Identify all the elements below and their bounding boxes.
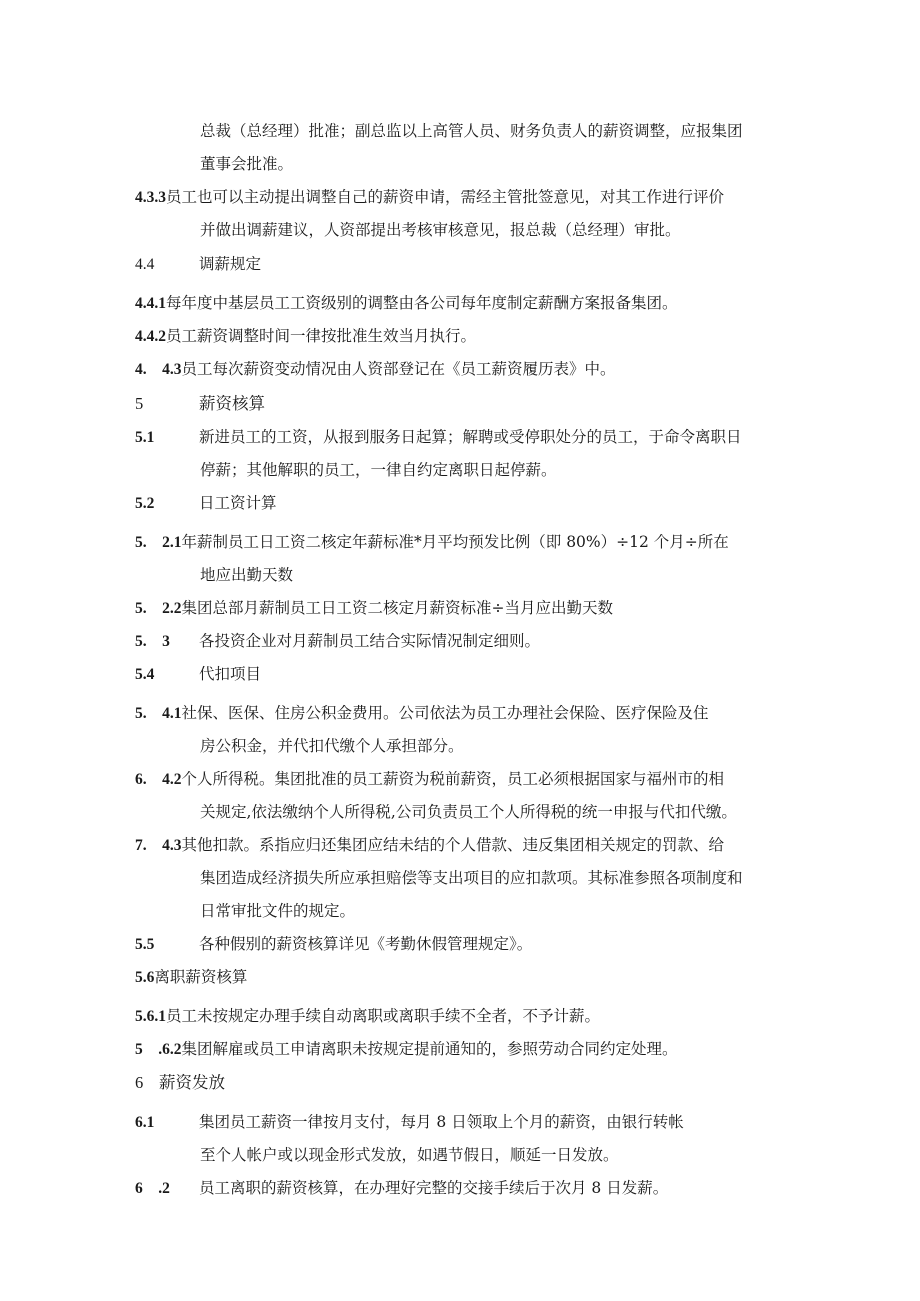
section-number: 5: [135, 394, 144, 413]
clause-5-2-2: [135, 597, 613, 620]
para-continuation: 日常审批文件的规定。: [200, 902, 356, 920]
clause-number: 5. 2.1: [135, 534, 182, 551]
section-number: 5. 3: [135, 633, 170, 650]
section-5-2: [135, 492, 277, 515]
section-title: 调薪规定: [199, 255, 262, 273]
clause-number: 5.6.1: [135, 1008, 166, 1025]
clause-4-4-1: [135, 292, 678, 315]
section-5-3: [135, 630, 540, 653]
para-continuation: 停薪；其他解职的员工，一律自约定离职日起停薪。: [200, 461, 557, 479]
clause-number: 4.3.3: [135, 189, 166, 206]
clause-6-4-2: [135, 768, 724, 791]
section-4-4: [135, 253, 261, 276]
section-number: 6.1: [135, 1114, 155, 1131]
clause-text: 个人所得税。集团批准的员工薪资为税前薪资，员工必须根据国家与福州市的相: [181, 770, 725, 788]
clause-text: 其他扣款。系指应归还集团应结未结的个人借款、违反集团相关规定的罚款、给: [181, 836, 725, 854]
clause-number: 5. 4.1: [135, 705, 182, 722]
clause-number: 5 .6.2: [135, 1041, 182, 1058]
section-text: 各投资企业对月薪制员工结合实际情况制定细则。: [199, 632, 541, 650]
clause-number: 7. 4.3: [135, 837, 182, 854]
section-title: 离职薪资核算: [154, 968, 248, 986]
clause-text: 员工薪资调整时间一律按批准生效当月执行。: [166, 327, 477, 345]
clause-number: 4.4.2: [135, 328, 166, 345]
para-continuation: 并做出调薪建议，人资部提出考核审核意见，报总裁（总经理）审批。: [200, 221, 681, 239]
section-6: [135, 1072, 225, 1094]
clause-number: 5. 2.2: [135, 600, 182, 617]
section-5-1: [135, 426, 742, 449]
clause-5-6-1: [135, 1005, 600, 1028]
section-title: 薪资核算: [199, 394, 265, 413]
para-continuation: 房公积金，并代扣代缴个人承担部分。: [200, 737, 464, 755]
section-number: 6: [135, 1073, 144, 1092]
section-5-4: [135, 663, 261, 686]
clause-4-4-2: [135, 325, 476, 348]
clause-text: 年薪制员工日工资二核定年薪标准*月平均预发比例（即 80%）÷12 个月÷所在: [181, 533, 729, 551]
section-text: 集团员工薪资一律按月支付，每月 8 日领取上个月的薪资，由银行转帐: [199, 1113, 684, 1131]
clause-text: 社保、医保、住房公积金费用。公司依法为员工办理社会保险、医疗保险及住: [181, 704, 709, 722]
section-number: 6 .2: [135, 1180, 170, 1197]
section-5: [135, 393, 265, 415]
section-number: 5.2: [135, 495, 155, 512]
section-text: 员工离职的薪资核算，在办理好完整的交接手续后于次月 8 日发薪。: [199, 1179, 669, 1197]
section-title: 日工资计算: [199, 494, 277, 512]
para-continuation: 关规定,依法缴纳个人所得税,公司负责员工个人所得税的统一申报与代扣代缴。: [200, 803, 737, 821]
clause-5-4-1: [135, 702, 709, 725]
section-number: 5.5: [135, 936, 155, 953]
clause-4-4-3: [135, 358, 616, 381]
section-number: 5.4: [135, 666, 155, 683]
section-6-1: [135, 1111, 684, 1134]
para-continuation: 集团造成经济损失所应承担赔偿等支出项目的应扣款项。其标准参照各项制度和: [200, 869, 743, 887]
section-title: 薪资发放: [159, 1073, 225, 1092]
section-number: 4.4: [135, 256, 155, 273]
section-5-6: [135, 966, 247, 989]
clause-number: 6. 4.2: [135, 771, 182, 788]
section-5-5: [135, 933, 532, 956]
clause-text: 集团解雇或员工申请离职未按规定提前通知的，参照劳动合同约定处理。: [181, 1040, 678, 1058]
para-continuation: 总裁（总经理）批准；副总监以上高管人员、财务负责人的薪资调整，应报集团: [200, 122, 743, 140]
section-text: 新进员工的工资，从报到服务日起算；解聘或受停职处分的员工，于命令离职日: [199, 428, 742, 446]
clause-5-2-1: [135, 531, 729, 554]
section-number: 5.6: [135, 969, 155, 986]
clause-number: 4. 4.3: [135, 361, 182, 378]
para-continuation: 地应出勤天数: [200, 566, 294, 584]
section-title: 代扣项目: [199, 665, 262, 683]
section-text: 各种假别的薪资核算详见《考勤休假管理规定》。: [199, 935, 533, 953]
clause-5-6-2: [135, 1038, 678, 1061]
clause-number: 4.4.1: [135, 295, 166, 312]
para-continuation: 董事会批准。: [200, 155, 294, 173]
clause-7-4-3: [135, 834, 724, 857]
section-number: 5.1: [135, 429, 155, 446]
clause-text: 每年度中基层员工工资级别的调整由各公司每年度制定薪酬方案报备集团。: [166, 294, 678, 312]
section-6-2: [135, 1177, 668, 1200]
clause-text: 集团总部月薪制员工日工资二核定月薪资标准÷当月应出勤天数: [181, 599, 614, 617]
para-continuation: 至个人帐户或以现金形式发放，如遇节假日，顺延一日发放。: [200, 1146, 619, 1164]
clause-4-3-3: [135, 186, 724, 209]
clause-text: 员工也可以主动提出调整自己的薪资申请，需经主管批签意见，对其工作进行评价: [166, 188, 725, 206]
clause-text: 员工每次薪资变动情况由人资部登记在《员工薪资履历表》中。: [181, 360, 616, 378]
clause-text: 员工未按规定办理手续自动离职或离职手续不全者，不予计薪。: [166, 1007, 601, 1025]
